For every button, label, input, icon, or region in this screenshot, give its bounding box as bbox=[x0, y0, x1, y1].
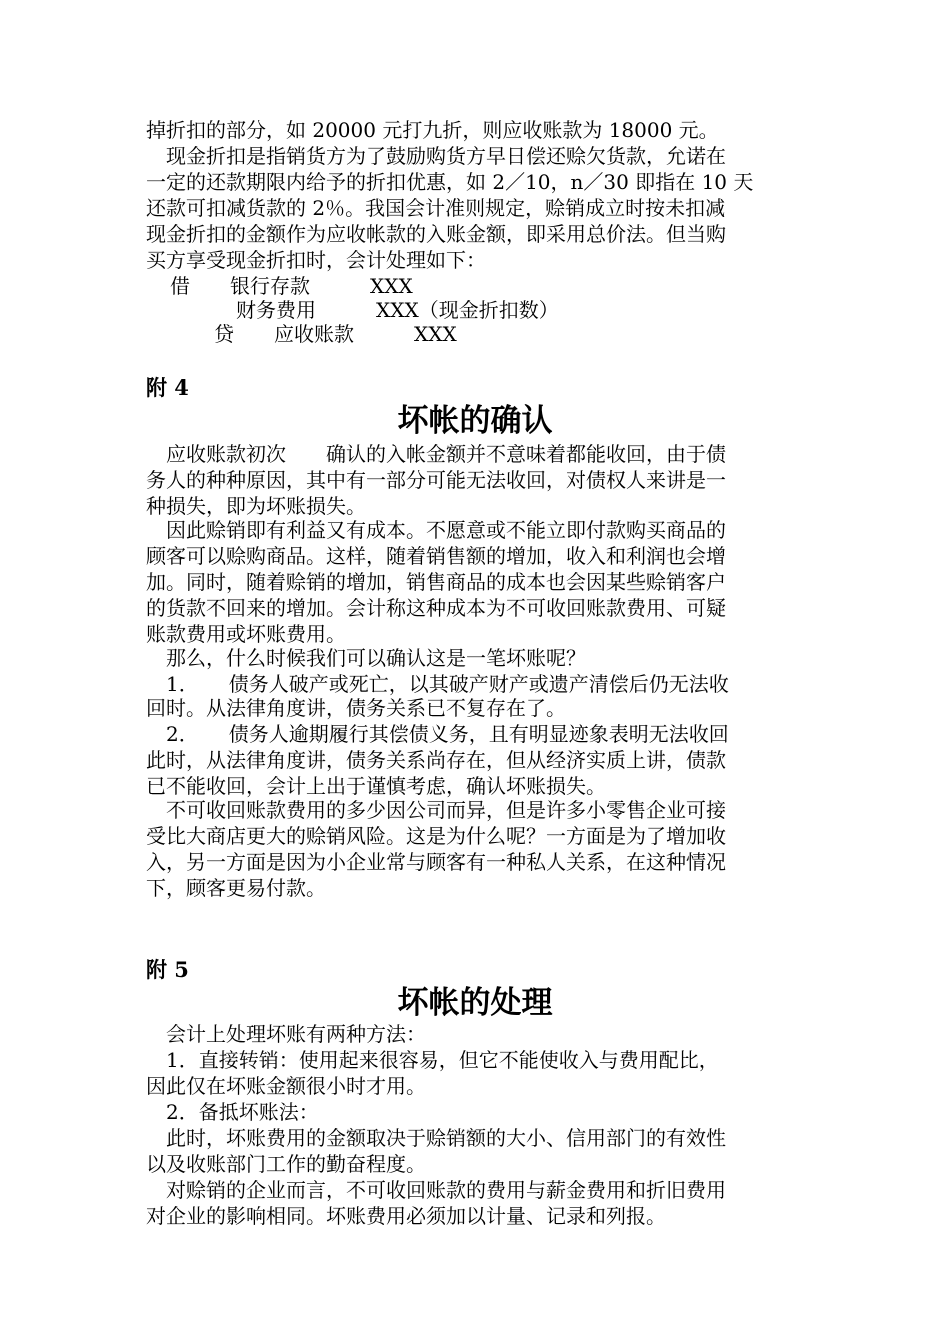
numbered-item-2: 2．备抵坏账法： bbox=[146, 1100, 319, 1124]
appendix-5-label: 附 5 bbox=[146, 957, 189, 982]
journal-entry-credit: 贷 应收账款 XXX bbox=[214, 322, 457, 346]
journal-entry-expense: 财务费用 XXX（现金折扣数） bbox=[236, 298, 559, 322]
paragraph-line: 不可收回账款费用的多少因公司而异，但是许多小零售企业可接 bbox=[146, 798, 726, 822]
appendix-4-title: 坏帐的确认 bbox=[397, 403, 553, 439]
paragraph-line: 因此仅在坏账金额很小时才用。 bbox=[146, 1074, 426, 1098]
paragraph-line: 会计上处理坏账有两种方法： bbox=[146, 1022, 426, 1046]
paragraph-line: 的货款不回来的增加。会计称这种成本为不可收回账款费用、可疑 bbox=[146, 596, 726, 620]
paragraph-line: 以及收账部门工作的勤奋程度。 bbox=[146, 1152, 426, 1176]
numbered-item-2: 2． 债务人逾期履行其偿债义务，且有明显迹象表明无法收回 bbox=[146, 722, 729, 746]
appendix-4-label: 附 4 bbox=[146, 375, 189, 400]
paragraph-line: 下，顾客更易付款。 bbox=[146, 876, 326, 900]
paragraph-line: 现金折扣是指销货方为了鼓励购货方早日偿还赊欠货款，允诺在 bbox=[146, 144, 726, 168]
paragraph-line: 应收账款初次 确认的入帐金额并不意味着都能收回，由于债 bbox=[146, 442, 726, 466]
paragraph-line: 买方享受现金折扣时，会计处理如下： bbox=[146, 248, 486, 272]
paragraph-line: 加。同时，随着赊销的增加，销售商品的成本也会因某些赊销客户 bbox=[146, 570, 726, 594]
appendix-5-title: 坏帐的处理 bbox=[397, 985, 553, 1021]
paragraph-line: 此时，从法律角度讲，债务关系尚存在，但从经济实质上讲，债款 bbox=[146, 748, 726, 772]
paragraph-line: 种损失，即为坏账损失。 bbox=[146, 494, 366, 518]
paragraph-line: 回时。从法律角度讲，债务关系已不复存在了。 bbox=[146, 696, 566, 720]
paragraph-line: 现金折扣的金额作为应收帐款的入账金额，即采用总价法。但当购 bbox=[146, 222, 726, 246]
paragraph-line: 因此赊销即有利益又有成本。不愿意或不能立即付款购买商品的 bbox=[146, 518, 726, 542]
paragraph-line: 顾客可以赊购商品。这样，随着销售额的增加，收入和利润也会增 bbox=[146, 544, 726, 568]
numbered-item-1: 1． 债务人破产或死亡，以其破产财产或遗产清偿后仍无法收 bbox=[146, 672, 729, 696]
paragraph-line: 务人的种种原因，其中有一部分可能无法收回，对债权人来讲是一 bbox=[146, 468, 726, 492]
numbered-item-1: 1．直接转销：使用起来很容易，但它不能使收入与费用配比， bbox=[146, 1048, 719, 1072]
journal-entry-debit: 借 银行存款 XXX bbox=[170, 274, 413, 298]
paragraph-line: 账款费用或坏账费用。 bbox=[146, 622, 346, 646]
paragraph-line: 掉折扣的部分，如 20000 元打九折，则应收账款为 18000 元。 bbox=[146, 118, 719, 142]
paragraph-line: 此时，坏账费用的金额取决于赊销额的大小、信用部门的有效性 bbox=[146, 1126, 726, 1150]
paragraph-line: 还款可扣减货款的 2％。我国会计准则规定，赊销成立时按未扣减 bbox=[146, 196, 726, 220]
paragraph-line: 一定的还款期限内给予的折扣优惠，如 2／10，n／30 即指在 10 天 bbox=[146, 170, 754, 194]
paragraph-line: 对企业的影响相同。坏账费用必须加以计量、记录和列报。 bbox=[146, 1204, 666, 1228]
paragraph-line: 那么，什么时候我们可以确认这是一笔坏账呢？ bbox=[146, 646, 586, 670]
paragraph-line: 受比大商店更大的赊销风险。这是为什么呢？一方面是为了增加收 bbox=[146, 824, 726, 848]
paragraph-line: 入，另一方面是因为小企业常与顾客有一种私人关系，在这种情况 bbox=[146, 850, 726, 874]
paragraph-line: 已不能收回，会计上出于谨慎考虑，确认坏账损失。 bbox=[146, 774, 606, 798]
paragraph-line: 对赊销的企业而言，不可收回账款的费用与薪金费用和折旧费用 bbox=[146, 1178, 726, 1202]
